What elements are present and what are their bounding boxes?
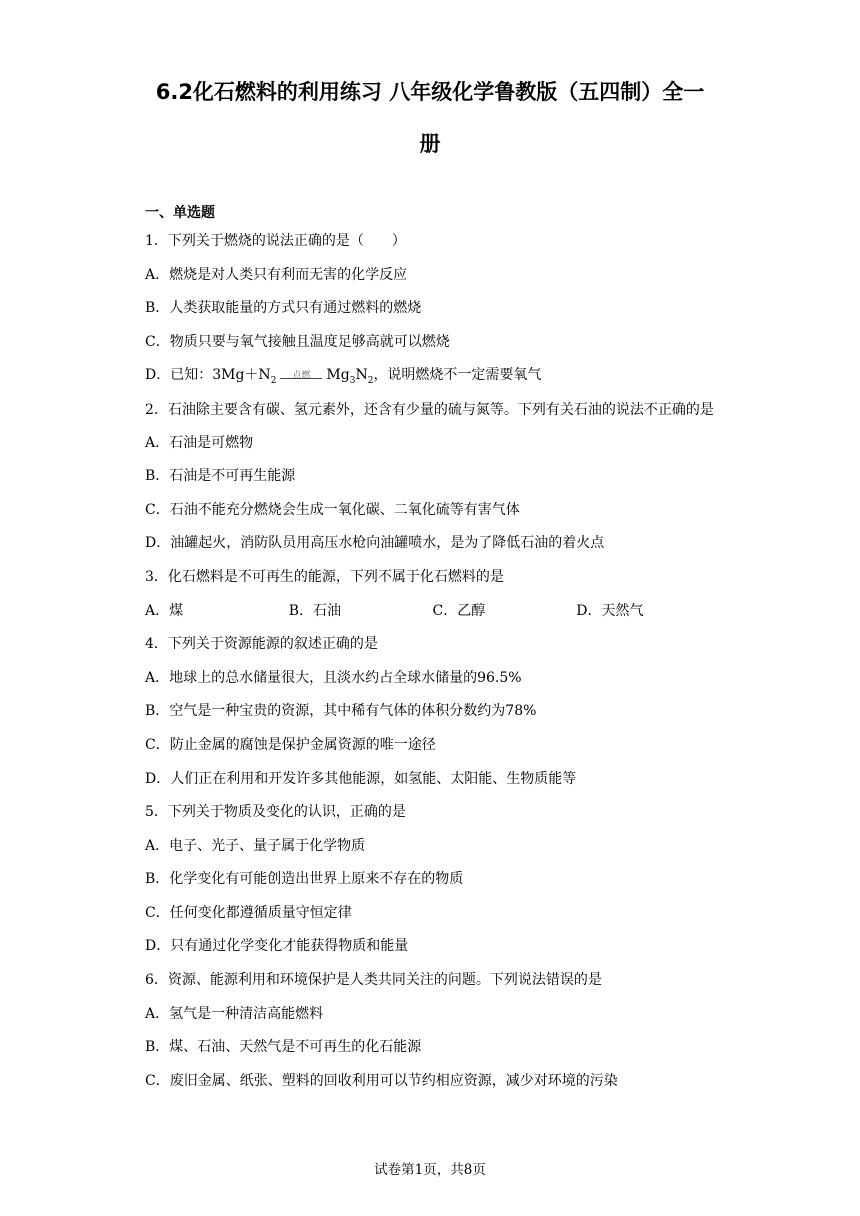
question-3 (145, 562, 720, 629)
option-a: A．煤 (145, 602, 184, 619)
question-stem: 6．资源、能源利用和环境保护是人类共同关注的问题。下列说法错误的是 (145, 972, 602, 989)
question-1 (145, 226, 720, 394)
reaction-condition: 点燃 (292, 371, 311, 382)
title-line-2: 册 (419, 132, 441, 156)
option-a: A．燃烧是对人类只有利而无害的化学反应 (145, 266, 408, 283)
question-stem: 4．下列关于资源能源的叙述正确的是 (145, 636, 378, 653)
option-d: D．天然气 (576, 602, 644, 619)
option-d: D．人们正在利用和开发许多其他能源，如氢能、太阳能、生物质能等 (145, 770, 577, 787)
section-heading: 一、单选题 (145, 205, 215, 221)
option-d: D．只有通过化学变化才能获得物质和能量 (145, 938, 409, 955)
question-stem: 5．下列关于物质及变化的认识，正确的是 (145, 804, 406, 821)
question-6 (145, 965, 720, 1099)
option-b: B．煤、石油、天然气是不可再生的化石能源 (145, 1039, 422, 1056)
option-b: B．空气是一种宝贵的资源，其中稀有气体的体积分数约为78% (145, 703, 537, 720)
option-d: D．油罐起火，消防队员用高压水枪向油罐喷水，是为了降低石油的着火点 (145, 535, 605, 552)
title-line-1: 6.2化石燃料的利用练习 八年级化学鲁教版（五四制）全一 (155, 80, 705, 104)
question-stem: 1．下列关于燃烧的说法正确的是（ ） (145, 233, 406, 249)
option-b: B．石油 (288, 602, 342, 619)
question-5 (145, 797, 720, 965)
option-c: C．石油不能充分燃烧会生成一氧化碳、二氧化硫等有害气体 (145, 501, 520, 518)
option-a: A．地球上的总水储量很大，且淡水约占全球水储量的96.5% (145, 669, 522, 686)
question-4 (145, 629, 720, 797)
option-c: C．废旧金属、纸张、塑料的回收利用可以节约相应资源，减少对环境的污染 (145, 1072, 618, 1089)
option-d: D．已知：$3Mg+N_2$ 点燃 $Mg_3N_2$，说明燃烧不一定需要氧气 (145, 360, 720, 394)
option-a: A．石油是可燃物 (145, 434, 254, 451)
option-c: C．乙醇 (432, 602, 486, 619)
question-stem: 2．石油除主要含有碳、氢元素外，还含有少量的硫与氮等。下列有关石油的说法不正确的是 (145, 401, 714, 418)
document-title (130, 66, 730, 170)
option-c: C．任何变化都遵循质量守恒定律 (145, 904, 352, 921)
option-c: C．防止金属的腐蚀是保护金属资源的唯一途径 (145, 736, 436, 753)
option-a: A．电子、光子、量子属于化学物质 (145, 837, 366, 854)
question-list (145, 226, 720, 1099)
option-a: A．氢气是一种清洁高能燃料 (145, 1005, 324, 1022)
option-c: C．物质只要与氧气接触且温度足够高就可以燃烧 (145, 333, 450, 350)
option-b: B．石油是不可再生能源 (145, 468, 296, 485)
page-footer: 试卷第1页，共8页 (374, 1162, 486, 1178)
question-2 (145, 394, 720, 562)
options-row (145, 596, 720, 630)
question-stem: 3．化石燃料是不可再生的能源，下列不属于化石燃料的是 (145, 568, 504, 585)
option-b: B．化学变化有可能创造出世界上原来不存在的物质 (145, 871, 464, 888)
reaction-arrow (278, 367, 324, 381)
option-b: B．人类获取能量的方式只有通过燃料的燃烧 (145, 300, 422, 317)
